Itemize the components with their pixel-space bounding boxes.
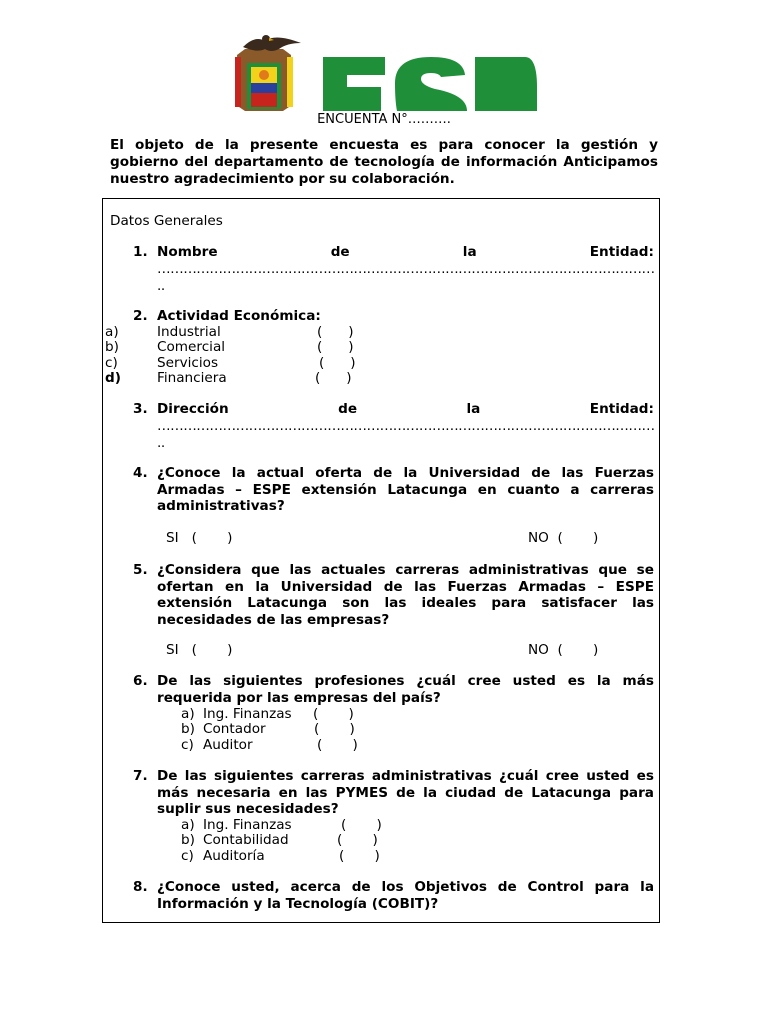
- q3-answer-line: ……………………………………………………………………………………………………: [157, 418, 655, 434]
- q6-number: 6.: [133, 673, 148, 689]
- q6-option-label: Auditor: [203, 737, 253, 753]
- q6-option-checkbox[interactable]: ( ): [317, 737, 358, 753]
- q4-text: ¿Conoce la actual oferta de la Universidad de las Fuerzas Armadas – ESPE extensión Latacunga en cuanto a carreras administrativas?: [157, 465, 654, 514]
- q7-option-letter: a): [181, 817, 195, 833]
- q7-text: De las siguientes carreras administrativas ¿cuál cree usted es más necesaria en las PYMES de la ciudad de Latacunga para suplir sus necesidades?: [157, 768, 654, 817]
- q5-text: ¿Considera que las actuales carreras administrativas que se ofertan en la Universidad de las Fuerzas Armadas – ESPE extensión Latacunga son las ideales para satisfacer las necesidades de las empresas?: [157, 562, 654, 628]
- q7-option-label: Auditoría: [203, 848, 265, 864]
- survey-title: ENCUENTA N°……….: [317, 112, 451, 127]
- q7-number: 7.: [133, 768, 148, 784]
- q3-answer-line-end: ..: [157, 435, 165, 451]
- q1-word: de: [330, 244, 350, 260]
- q2-option-letter: c): [105, 355, 118, 371]
- q1-number: 1.: [133, 244, 148, 260]
- q6-option-letter: a): [181, 706, 195, 722]
- q1-label: [157, 244, 654, 261]
- q2-option-checkbox[interactable]: ( ): [319, 355, 356, 371]
- q1-answer-line: ……………………………………………………………………………………………………: [157, 261, 655, 277]
- q3-number: 3.: [133, 401, 148, 417]
- logo-letters: [323, 57, 537, 111]
- q1-answer-line-end: ..: [157, 278, 165, 294]
- q8-number: 8.: [133, 879, 148, 895]
- q5-si-option[interactable]: SI ( ): [166, 642, 233, 658]
- q2-option-label: Financiera: [157, 370, 227, 386]
- q3-word: la: [466, 401, 481, 417]
- q6-option-label: Ing. Finanzas: [203, 706, 292, 722]
- q2-option-label: Industrial: [157, 324, 221, 340]
- survey-box: [102, 198, 660, 923]
- q7-option-label: Ing. Finanzas: [203, 817, 292, 833]
- q7-option-checkbox[interactable]: ( ): [337, 832, 378, 848]
- section-title: Datos Generales: [110, 213, 223, 229]
- q2-text: Actividad Económica:: [157, 308, 321, 324]
- q6-option-label: Contador: [203, 721, 266, 737]
- q2-option-letter: b): [105, 339, 119, 355]
- intro-paragraph: El objeto de la presente encuesta es para conocer la gestión y gobierno del departamento de tecnología de información Anticipamos nuestro agradecimiento por su colaboración.: [110, 137, 658, 187]
- q2-option-label: Servicios: [157, 355, 219, 371]
- q6-option-checkbox[interactable]: ( ): [314, 721, 355, 737]
- q4-no-option[interactable]: NO ( ): [528, 530, 599, 546]
- q7-option-checkbox[interactable]: ( ): [339, 848, 380, 864]
- q1-word: la: [462, 244, 477, 260]
- q2-option-label: Comercial: [157, 339, 226, 355]
- q7-option-letter: c): [181, 848, 194, 864]
- q1-word: Entidad:: [589, 244, 654, 260]
- espe-logo: [235, 27, 537, 111]
- q6-option-letter: b): [181, 721, 195, 737]
- q3-word: de: [338, 401, 358, 417]
- q6-text: De las siguientes profesiones ¿cuál cree usted es la más requerida por las empresas del país?: [157, 673, 654, 706]
- q4-number: 4.: [133, 465, 148, 481]
- q5-no-option[interactable]: NO ( ): [528, 642, 599, 658]
- q8-text: ¿Conoce usted, acerca de los Objetivos de Control para la Información y la Tecnología (COBIT)?: [157, 879, 654, 912]
- logo-graphic: [235, 27, 537, 111]
- q3-word: Entidad:: [589, 401, 654, 417]
- q7-option-label: Contabilidad: [203, 832, 289, 848]
- q3-word: Dirección: [157, 401, 229, 417]
- q1-word: Nombre: [157, 244, 218, 260]
- q2-option-letter: d): [105, 370, 121, 386]
- q5-number: 5.: [133, 562, 148, 578]
- q7-option-letter: b): [181, 832, 195, 848]
- q2-option-checkbox[interactable]: ( ): [315, 370, 352, 386]
- coat-of-arms-icon: [235, 35, 301, 111]
- q6-option-checkbox[interactable]: ( ): [313, 706, 354, 722]
- q6-option-letter: c): [181, 737, 194, 753]
- q2-option-checkbox[interactable]: ( ): [317, 339, 354, 355]
- q2-option-letter: a): [105, 324, 119, 340]
- q2-number: 2.: [133, 308, 148, 324]
- q3-label: [157, 401, 654, 418]
- q2-option-checkbox[interactable]: ( ): [317, 324, 354, 340]
- q7-option-checkbox[interactable]: ( ): [341, 817, 382, 833]
- q4-si-option[interactable]: SI ( ): [166, 530, 233, 546]
